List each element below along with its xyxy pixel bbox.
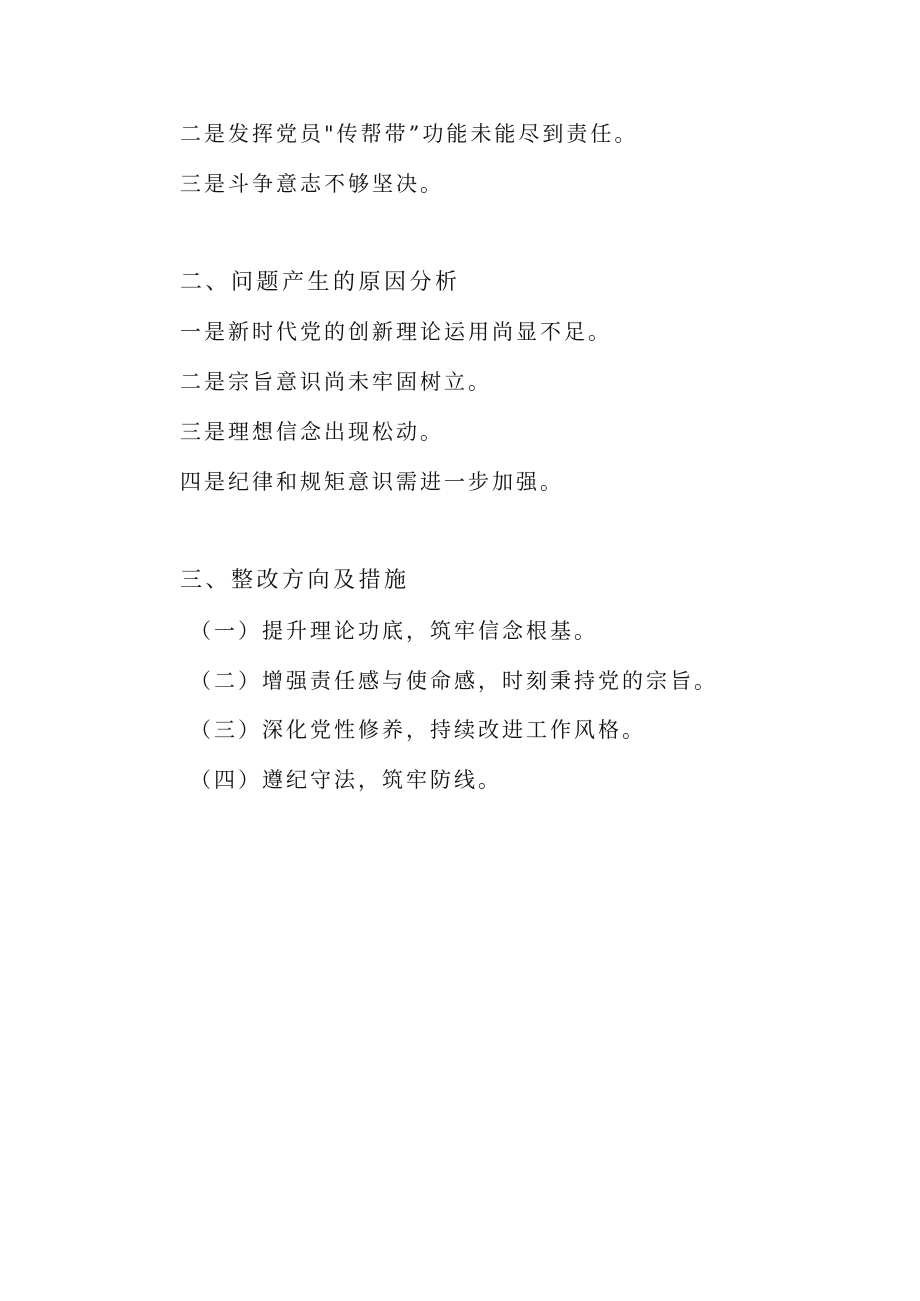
cause-item-4: 四是纪律和规矩意识需进一步加强。 bbox=[180, 470, 564, 494]
problem-item-3: 三是斗争意志不够坚决。 bbox=[180, 172, 444, 196]
cause-item-2: 二是宗旨意识尚未牢固树立。 bbox=[180, 370, 492, 394]
cause-item-1: 一是新时代党的创新理论运用尚显不足。 bbox=[180, 320, 612, 344]
measure-item-3: （三）深化党性修养，持续改进工作风格。 bbox=[190, 718, 646, 742]
section-heading-measures: 三、整改方向及措施 bbox=[180, 568, 410, 593]
measure-item-4: （四）遵纪守法，筑牢防线。 bbox=[190, 768, 502, 792]
section-heading-causes: 二、问题产生的原因分析 bbox=[180, 270, 461, 295]
measure-item-1: （一）提升理论功底，筑牢信念根基。 bbox=[190, 619, 598, 643]
cause-item-3: 三是理想信念出现松动。 bbox=[180, 420, 444, 444]
problem-item-2: 二是发挥党员"传帮带”功能未能尽到责任。 bbox=[180, 122, 639, 146]
measure-item-2: （二）增强责任感与使命感，时刻秉持党的宗旨。 bbox=[190, 669, 718, 693]
